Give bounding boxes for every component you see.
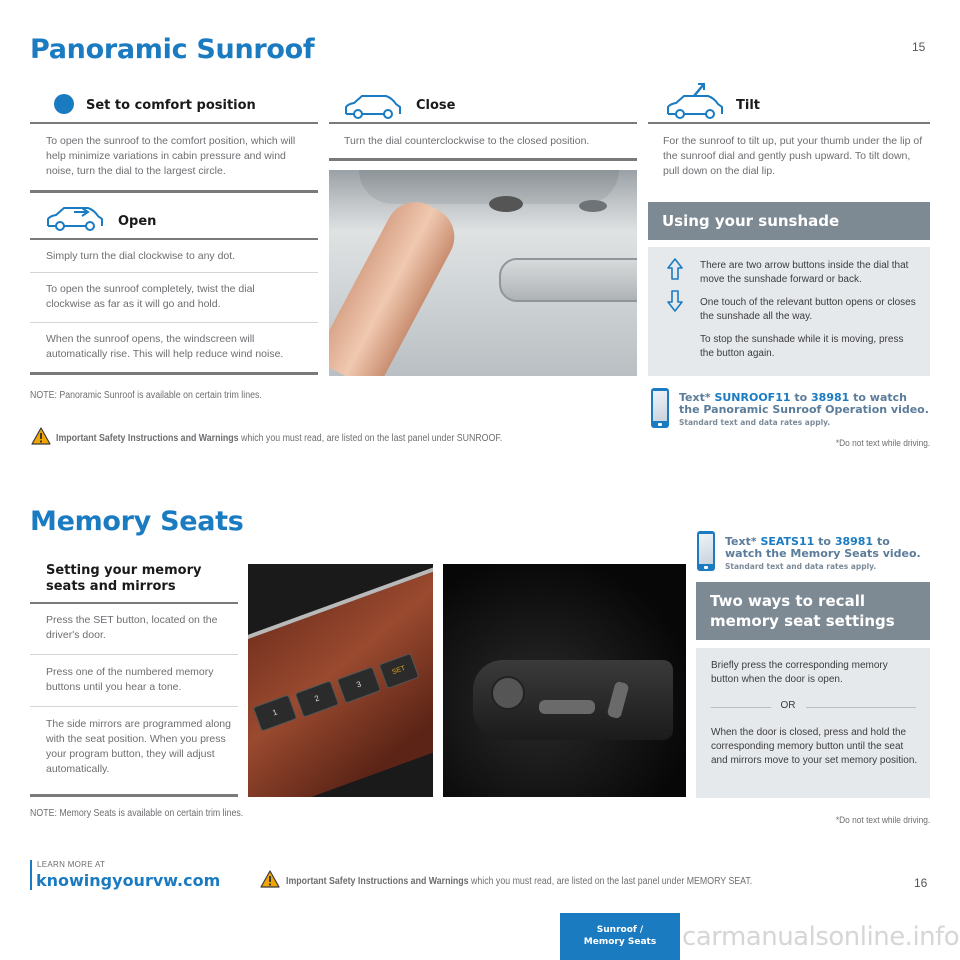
section-tab[interactable] (560, 913, 680, 960)
promo-suffix: to watch (853, 391, 907, 404)
arrow-up-icon (667, 258, 683, 280)
watermark: carmanualsonline.info (682, 922, 960, 952)
tilt-heading: Tilt (736, 98, 760, 113)
page-number-16: 16 (914, 876, 928, 890)
seat-controls-photo (443, 564, 686, 797)
memory-rule (30, 602, 238, 604)
recall-heading-line1: Two ways to recall (710, 592, 865, 610)
sunroof-disclaimer: *Do not text while driving. (835, 438, 930, 449)
tilt-rule (648, 122, 930, 124)
promo-rates: Standard text and data rates apply. (679, 418, 831, 427)
phone-icon (651, 388, 669, 428)
sunshade-para-2: One touch of the relevant button opens or closes the sunshade all the way. (700, 297, 916, 322)
promo-to: to (794, 391, 808, 404)
comfort-rule (30, 122, 318, 124)
memory-title: Memory Seats (30, 506, 244, 537)
promo-number: 38981 (811, 391, 850, 404)
console-light (579, 200, 607, 212)
open-bottom-rule (30, 372, 318, 375)
memory-button-1: 1 (253, 694, 298, 731)
safety-rest: which you must read, are listed on the last panel under SUNROOF. (238, 433, 503, 444)
open-item-2: To open the sunroof completely, twist the dial clockwise as far as it will go and hold. (46, 283, 255, 310)
sunshade-para-1: There are two arrow buttons inside the dial that move the sunshade forward or back. (700, 260, 909, 285)
section-tab-line1: Sunroof / (596, 925, 644, 935)
recall-first: Briefly press the corresponding memory button when the door is open. (711, 660, 888, 685)
promo-code: SEATS11 (760, 535, 815, 548)
setting-heading-line1: Setting your memory (46, 563, 202, 578)
sunshade-para-3: To stop the sunshade while it is moving, press the button again. (700, 334, 904, 359)
memory-safety-line (286, 876, 752, 887)
promo-prefix: Text* (725, 535, 757, 548)
memory-setting-heading (46, 563, 201, 595)
rearview-mirror (499, 258, 637, 302)
comfort-bottom-rule (30, 190, 318, 193)
memory-button-2: 2 (295, 680, 340, 717)
safety-rest: which you must read, are listed on the last panel under MEMORY SEAT. (468, 876, 753, 887)
phone-icon (697, 531, 715, 571)
safety-bold: Important Safety Instructions and Warnings (286, 876, 469, 887)
car-open-roof-icon (44, 202, 106, 234)
memory-bottom-rule (30, 794, 238, 797)
promo-code: SUNROOF11 (714, 391, 791, 404)
sunroof-safety-line (56, 433, 502, 444)
open-item-1: Simply turn the dial clockwise to any dot. (46, 250, 236, 262)
arrow-down-icon (667, 290, 683, 312)
warning-icon (31, 427, 51, 445)
sunroof-note: NOTE: Panoramic Sunroof is available on certain trim lines. (30, 390, 262, 401)
tilt-text: For the sunroof to tilt up, put your thumb under the lip of the sunroof dial and gently push upward. To tilt down, pull down on the dial lip. (663, 135, 923, 177)
learn-more-label: LEARN MORE AT (37, 860, 106, 869)
sunroof-dial-photo (329, 170, 637, 376)
memory-text-promo (725, 536, 935, 573)
memory-item-3: The side mirrors are programmed along with the seat position. When you press your program button, they will adjust automatically. (46, 718, 231, 775)
page-number-15: 15 (912, 40, 926, 54)
hand-finger (329, 192, 465, 376)
promo-rates: Standard text and data rates apply. (725, 562, 877, 571)
sunroof-dial (489, 196, 523, 212)
comfort-heading: Set to comfort position (86, 98, 256, 113)
memory-set-button: SET (379, 653, 420, 689)
car-tilt-roof-icon (664, 80, 728, 122)
footer-accent-bar (30, 860, 32, 890)
sunroof-text-promo (679, 392, 929, 429)
memory-divider (30, 706, 238, 707)
memory-note: NOTE: Memory Seats is available on certain trim lines. (30, 808, 244, 819)
recall-second: When the door is closed, press and hold the corresponding memory button until the seat and mirrors move to your set memory position. (711, 727, 918, 766)
safety-bold: Important Safety Instructions and Warnings (56, 433, 239, 444)
memory-disclaimer: *Do not text while driving. (835, 815, 930, 826)
lumbar-control (491, 676, 525, 710)
or-line-right (806, 707, 916, 708)
memory-divider (30, 654, 238, 655)
memory-item-1: Press the SET button, located on the driver's door. (46, 614, 218, 641)
close-heading: Close (416, 98, 456, 113)
promo-suffix: to (876, 535, 890, 548)
memory-button-3: 3 (337, 666, 382, 703)
setting-heading-line2: seats and mirrors (46, 579, 176, 594)
promo-line2: the Panoramic Sunroof Operation video. (679, 403, 929, 416)
car-closed-roof-icon (342, 92, 404, 122)
close-rule (329, 122, 637, 124)
memory-item-2: Press one of the numbered memory buttons until you hear a tone. (46, 666, 214, 693)
promo-line2: watch the Memory Seats video. (725, 547, 921, 560)
open-divider (30, 322, 318, 323)
promo-prefix: Text* (679, 391, 711, 404)
sunshade-heading: Using your sunshade (648, 202, 930, 240)
open-divider (30, 272, 318, 273)
comfort-dot-icon (54, 94, 74, 114)
promo-to: to (818, 535, 831, 548)
comfort-text: To open the sunroof to the comfort position, which will help minimize variations in cabin pressure and wind noise, turn the dial to the largest circle. (46, 135, 296, 177)
sunroof-title: Panoramic Sunroof (30, 34, 315, 65)
close-text: Turn the dial counterclockwise to the closed position. (344, 135, 590, 147)
overhead-console (359, 170, 619, 204)
open-item-3: When the sunroof opens, the windscreen will automatically rise. This will help reduce wind noise. (46, 333, 284, 360)
or-separator: OR (780, 700, 796, 711)
site-link[interactable]: knowingyourvw.com (36, 871, 221, 890)
warning-icon (260, 870, 280, 888)
open-rule (30, 238, 318, 240)
promo-number: 38981 (834, 535, 874, 548)
recall-heading (696, 582, 930, 640)
close-bottom-rule (329, 158, 637, 161)
recall-heading-line2: memory seat settings (710, 612, 895, 630)
door-panel-photo (248, 564, 433, 797)
open-heading: Open (118, 214, 157, 229)
seat-slide-switch (539, 700, 595, 714)
section-tab-line2: Memory Seats (583, 937, 657, 947)
or-line-left (711, 707, 771, 708)
